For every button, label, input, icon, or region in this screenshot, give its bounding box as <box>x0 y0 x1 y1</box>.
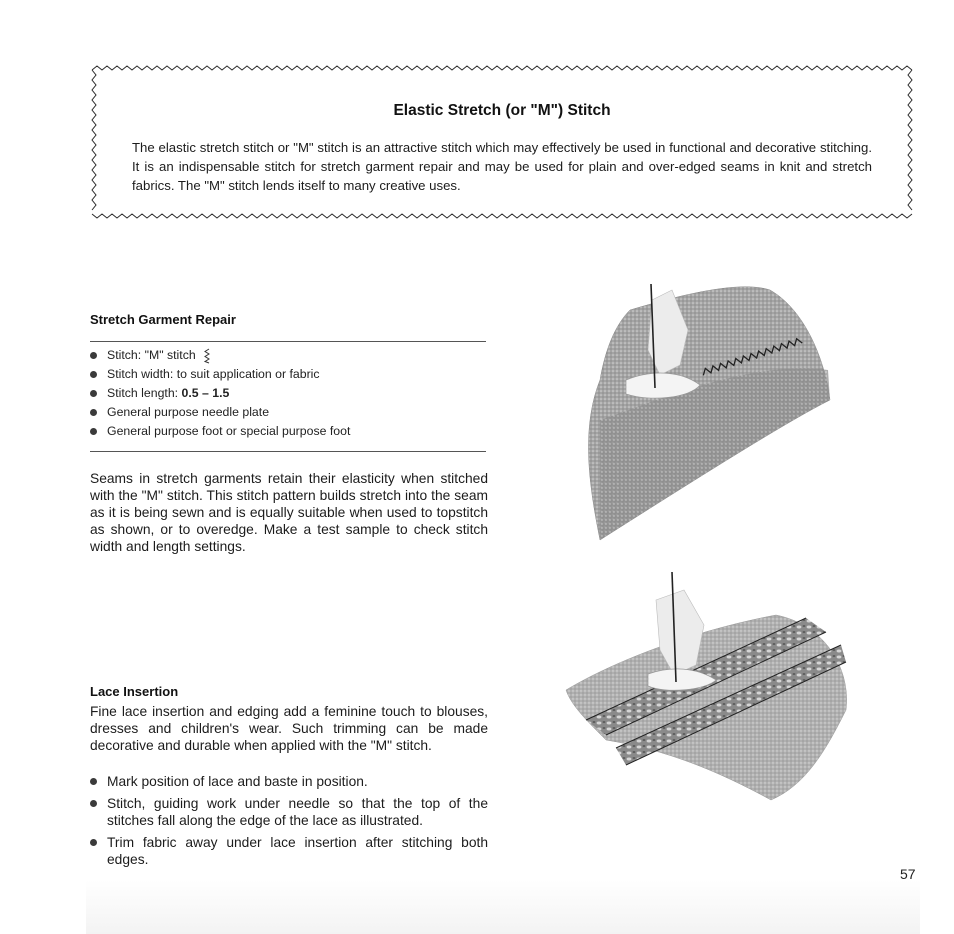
divider <box>90 341 486 342</box>
step-text: Mark position of lace and baste in position. <box>107 774 368 789</box>
spec-label: General purpose needle plate <box>107 405 270 419</box>
bullet-icon <box>90 839 97 846</box>
m-stitch-icon <box>203 348 211 364</box>
divider <box>90 451 486 452</box>
bullet-icon <box>90 800 97 807</box>
spec-label: Stitch length: <box>107 386 182 400</box>
step-text: Trim fabric away under lace insertion after stitching both edges. <box>107 835 488 867</box>
lace-steps-list <box>90 773 488 873</box>
bullet-icon <box>90 390 97 397</box>
spec-label: General purpose foot or special purpose foot <box>107 424 351 438</box>
spec-value: 0.5 – 1.5 <box>181 386 230 400</box>
lace-insertion-paragraph: Fine lace insertion and edging add a feminine touch to blouses, dresses and children's wear. Such trimming can be made decorative and durable when applied with the "M" stitch. <box>90 704 488 753</box>
spec-label: Stitch: "M" stitch <box>107 348 196 362</box>
bullet-icon <box>90 409 97 416</box>
bullet-icon <box>90 352 97 359</box>
list-item <box>90 403 490 422</box>
list-item <box>90 795 488 829</box>
list-item <box>90 384 490 403</box>
page-number: 57 <box>900 866 916 882</box>
section-heading-lace-insertion: Lace Insertion <box>90 684 179 699</box>
lace-insertion-illustration <box>556 570 856 810</box>
bullet-icon <box>90 428 97 435</box>
spec-label: Stitch width: to suit application or fabric <box>107 367 320 381</box>
list-item <box>90 773 488 790</box>
bullet-icon <box>90 778 97 785</box>
intro-box <box>86 64 918 220</box>
page-bottom-tint <box>86 880 920 934</box>
list-item <box>90 365 490 384</box>
intro-paragraph: The elastic stretch stitch or "M" stitch is an attractive stitch which may effectively be used in functional and decorative stitching. It is an indispensable stitch for stretch garment repair and may be used for plain and over-edged seams in knit and stretch fabrics. The "M" stitch lends itself to many creative uses. <box>132 140 872 193</box>
bullet-icon <box>90 371 97 378</box>
list-item <box>90 834 488 868</box>
page-title: Elastic Stretch (or "M") Stitch <box>393 102 611 119</box>
list-item <box>90 346 490 365</box>
section-heading-stretch-repair: Stretch Garment Repair <box>90 312 236 327</box>
stitch-settings-list <box>90 346 490 441</box>
presser-foot-illustration <box>560 270 840 550</box>
stretch-repair-paragraph: Seams in stretch garments retain their elasticity when stitched with the "M" stitch. This stitch pattern builds stretch into the seam as it is being sewn and is equally suitable when used to topstitch as shown, or to overedge. Make a test sample to check stitch width and length settings. <box>90 471 488 554</box>
list-item <box>90 422 490 441</box>
step-text: Stitch, guiding work under needle so that the top of the stitches fall along the edge of the lace as illustrated. <box>107 796 488 828</box>
